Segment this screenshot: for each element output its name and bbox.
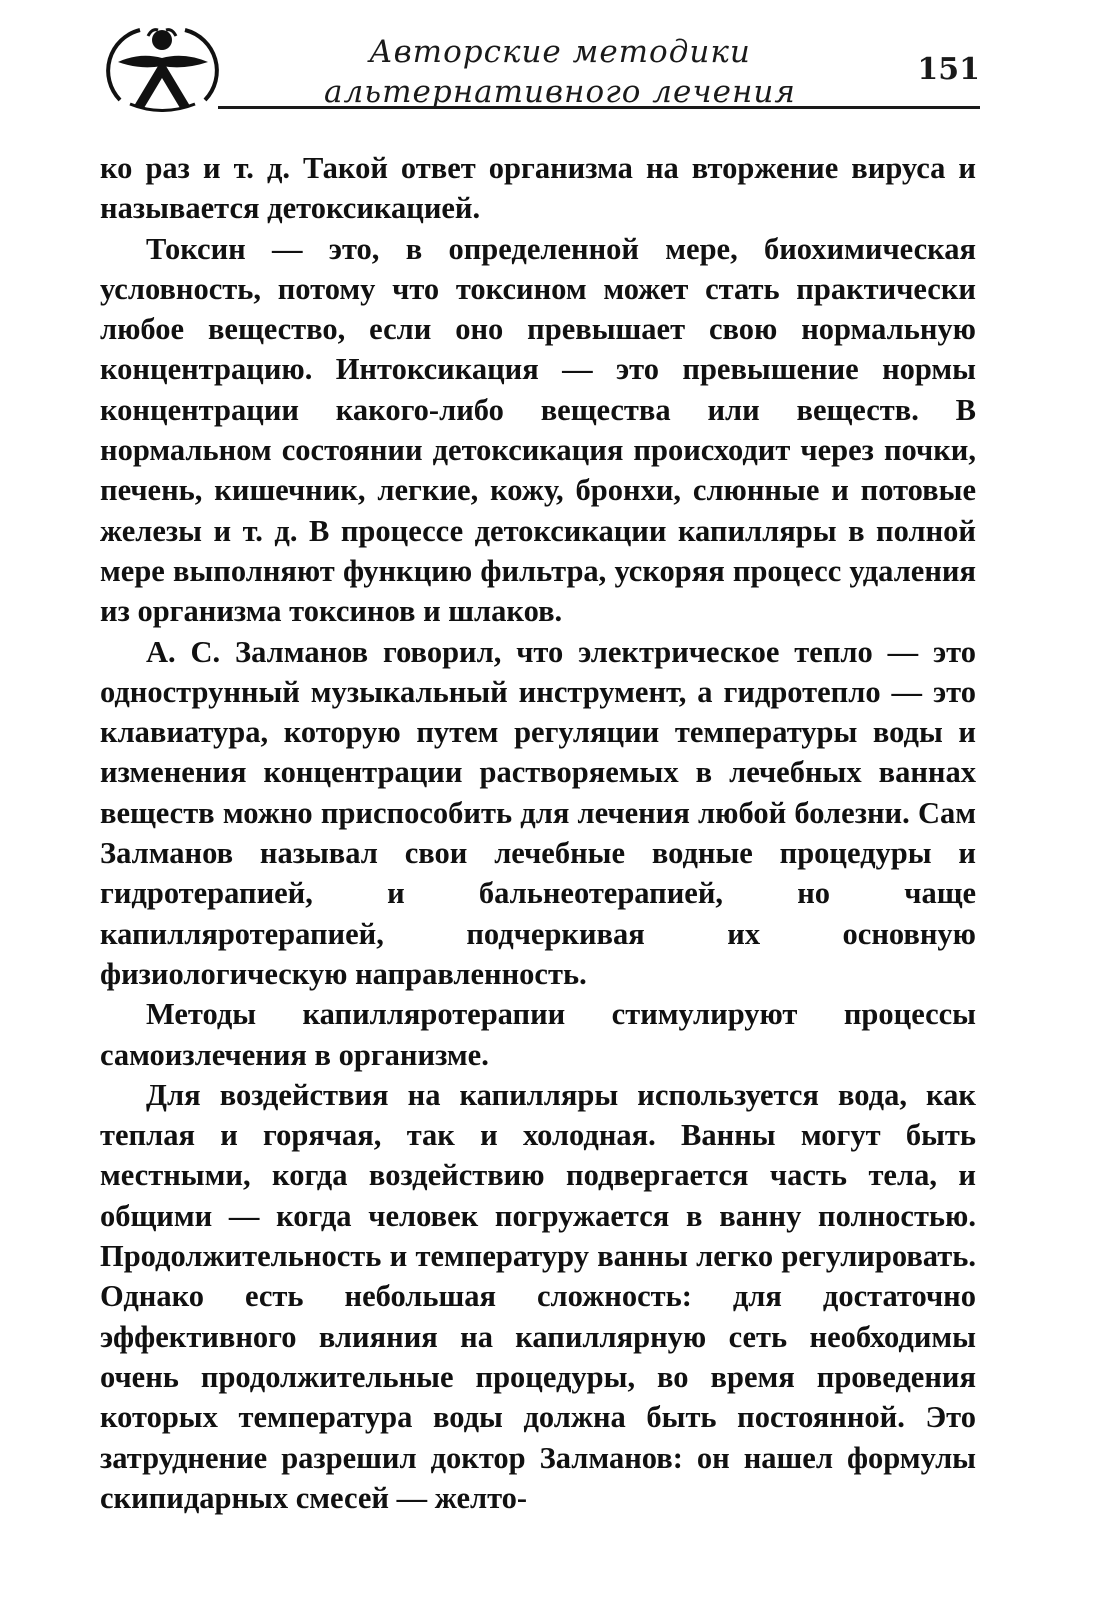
running-title-line-1: Авторские методики — [369, 34, 751, 70]
paragraph-2: Токсин — это, в определенной мере, биохимическая условность, потому что токсином может стать практически любое вещество, если оно превышает свою нормальную концентрацию. Интоксикация — это превышение нормы концентрации какого-либо вещества или веществ. В нормальном состоянии детоксикация происходит через почки, печень, кишечник, легкие, кожу, бронхи, слюнные и потовые железы и т. д. В процессе детоксикации капилляры в полной мере выполняют функцию фильтра, ускоряя процесс удаления из организма токсинов и шлаков. — [100, 231, 976, 629]
page-header — [100, 22, 980, 117]
body-text — [100, 148, 976, 1518]
header-divider — [218, 106, 980, 109]
running-title-line-2: альтернативного лечения — [324, 74, 796, 110]
paragraph-3: А. С. Залманов говорил, что электрическое тепло — это однострунный музыкальный инструмент, а гидротепло — это клавиатура, которую путем регуляции температуры воды и изменения концентрации растворяемых в лечебных ваннах веществ можно приспособить для лечения любой болезни. Сам Залманов называл свои лечебные водные процедуры и гидротерапией, и бальнеотерапией, но чаще капилляротерапией, подчеркивая их основную физиологическую направленность. — [100, 634, 976, 991]
paragraph-5: Для воздействия на капилляры используется вода, как теплая и горячая, так и холодная. Ванны могут быть местными, когда воздействию подвергается часть тела, и общими — когда человек погружается в ванну полностью. Продолжительность и температуру ванны легко регулировать. Однако есть небольшая сложность: для достаточно эффективного влияния на капиллярную сеть необходимы очень продолжительные процедуры, во время проведения которых температура воды должна быть постоянной. Это затруднение разрешил доктор Залманов: он нашел формулы скипидарных смесей — желто- — [100, 1077, 976, 1515]
stylized-human-figure-logo-icon — [100, 22, 225, 112]
paragraph-4: Методы капилляротерапии стимулируют процессы самоизлечения в организме. — [100, 997, 976, 1072]
paragraph-1: ко раз и т. д. Такой ответ организма на вторжение вируса и называется детоксикацией. — [100, 151, 976, 226]
running-title — [300, 32, 820, 112]
page-number: 151 — [917, 52, 980, 87]
